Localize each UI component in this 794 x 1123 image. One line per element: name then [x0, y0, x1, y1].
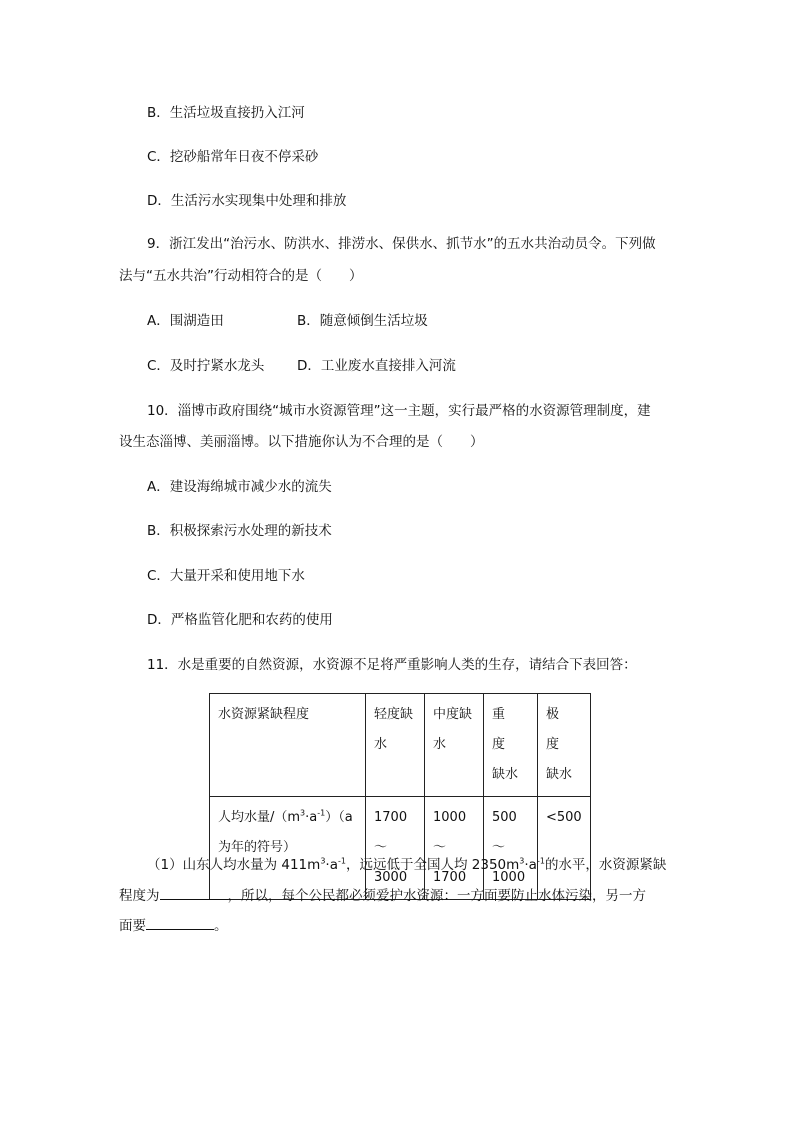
q9-stem-line2: 法与“五水共治”行动相符合的是（ ）	[119, 268, 363, 284]
q10-option-c: C．大量开采和使用地下水	[147, 568, 305, 584]
q10-option-d: D．严格监管化肥和农药的使用	[147, 612, 333, 628]
cell-mild-value: 1700～ 3000	[366, 797, 425, 900]
q9-stem-line1: 9．浙江发出“治污水、防洪水、排涝水、保供水、抓节水”的五水共治动员令。下列做	[147, 236, 656, 252]
q11-sub1-line2: 程度为 ，所以，每个公民都必须爱护水资源：一方面要防止水体污染，另一方	[119, 885, 646, 906]
table-header-moderate	[425, 694, 484, 797]
extreme-label-line1: 极 度	[546, 707, 573, 752]
q10-option-a: A．建设海绵城市减少水的流失	[147, 479, 332, 495]
q9-option-c: C．及时拧紧水龙头	[147, 358, 265, 374]
table-header-row	[210, 694, 591, 797]
cell-extreme-value: <500	[538, 797, 591, 900]
row-label-line2: 为年的符号）	[218, 840, 297, 855]
q11-sub1-line1: （1）山东人均水量为 $411m^3\cdot a^{-1}$，远远低于全国人均 $2350m^3\cdot a^{-1}$的水平，水资源紧缺	[147, 856, 667, 873]
mild-label-line1: 轻度缺	[374, 707, 414, 722]
table-header-extreme	[538, 694, 591, 797]
q10-option-b: B．积极探索污水处理的新技术	[147, 523, 332, 539]
q9-option-a: A．围湖造田	[147, 313, 224, 329]
mild-label-line2: 水	[374, 737, 388, 752]
table-header-label-cell	[210, 694, 366, 797]
q10-stem-line1: 10．淄博市政府围绕“城市水资源管理”这一主题，实行最严格的水资源管理制度，建	[147, 403, 651, 419]
moderate-label-line1: 中度缺	[433, 707, 473, 722]
q9-option-b: B．随意倾倒生活垃圾	[297, 313, 428, 329]
cell-severe-value: 500 ～ 1000	[484, 797, 538, 900]
table-header-severe	[484, 694, 538, 797]
q11-sub1-line3: 面要 。	[119, 915, 228, 936]
q11-stem: 11．水是重要的自然资源，水资源不足将严重影响人类的生存，请结合下表回答：	[147, 657, 637, 673]
q8-option-d: D．生活污水实现集中处理和排放	[147, 193, 347, 209]
q8-option-b: B．生活垃圾直接扔入江河	[147, 105, 305, 121]
table-header-mild	[366, 694, 425, 797]
q8-option-c: C．挖砂船常年日夜不停采砂	[147, 149, 319, 165]
severe-label-line1: 重 度	[492, 707, 519, 752]
cell-moderate-value: 1000～ 1700	[425, 797, 484, 900]
table-header-label: 水资源紧缺程度	[218, 707, 310, 722]
answer-blank-1[interactable]	[160, 885, 228, 900]
moderate-label-line2: 水	[433, 737, 447, 752]
severe-label-line2: 缺水	[492, 767, 519, 782]
row-label-line1: 人均水量$/(m^3\cdot a^{-1})(a$	[218, 808, 353, 825]
q9-option-d: D．工业废水直接排入河流	[297, 358, 456, 374]
answer-blank-2[interactable]	[146, 915, 214, 930]
extreme-label-line2: 缺水	[546, 767, 573, 782]
q10-stem-line2: 设生态淄博、美丽淄博。以下措施你认为不合理的是（ ）	[119, 434, 484, 450]
